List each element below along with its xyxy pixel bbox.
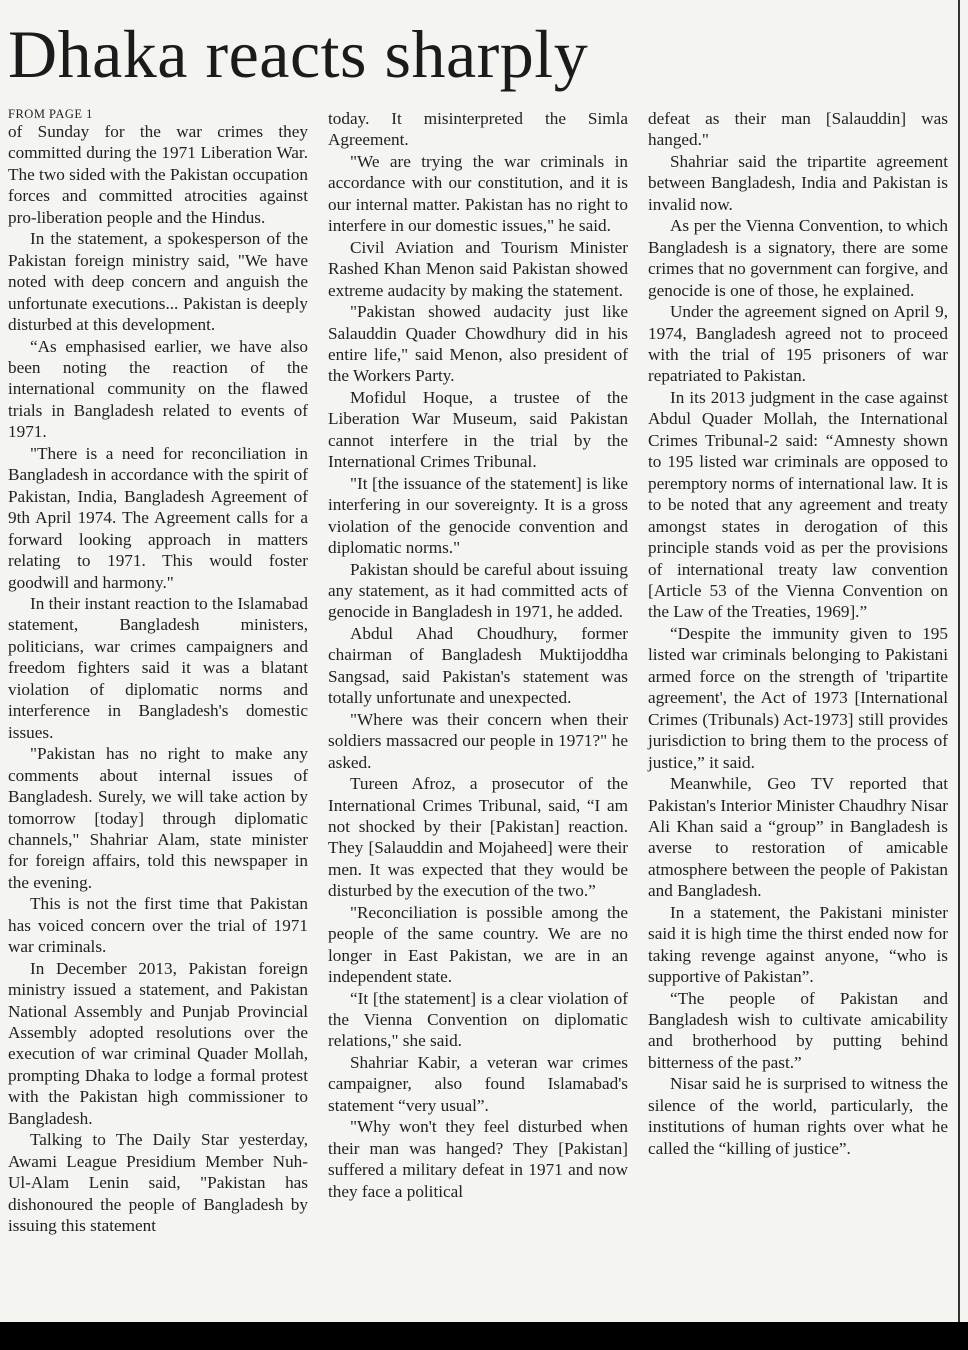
paragraph: In their instant reaction to the Islamabad statement, Bangladesh ministers, politicians, war crimes campaigners and freedom fighters said it was a blatant violation of diplomatic norms and interference in Bangladesh's domestic issues.: [8, 593, 308, 742]
paragraph: "There is a need for reconciliation in Bangladesh in accordance with the spirit of Pakistan, India, Bangladesh Agreement of 9th April 1974. The Agreement calls for a forward looking approach in matters relating to 1971. This would foster goodwill and harmony.": [8, 443, 308, 592]
paragraph: “The people of Pakistan and Bangladesh wish to cultivate amicability and brotherhood by putting behind bitterness of the past.”: [648, 988, 948, 1072]
headline: Dhaka reacts sharply: [8, 16, 589, 92]
paragraph: Mofidul Hoque, a trustee of the Liberation War Museum, said Pakistan cannot interfere in the trial by the International Crimes Tribunal.: [328, 387, 628, 472]
paragraph: today. It misinterpreted the Simla Agreement.: [328, 109, 628, 150]
paragraph: "We are trying the war criminals in accordance with our constitution, and it is our internal matter. Pakistan has no right to interfere in our domestic issues," he said.: [328, 151, 628, 236]
column-rule: [958, 0, 960, 1322]
article-column-1: [8, 108, 308, 1237]
paragraph: In its 2013 judgment in the case against Abdul Quader Mollah, the International Crimes Tribunal-2 said: “Amnesty shown to 195 listed war criminals are opposed to peremptory norms of international law. It is to be noted that any agreement and treaty amongst states in derogation of this principle stands void as per the provisions of international treaty law convention [Article 53 of the Vienna Convention on the Law of the Treaties, 1969].”: [648, 387, 948, 622]
paragraph: In a statement, the Pakistani minister said it is high time the thirst ended now for taking revenge against anyone, “who is supportive of Pakistan”.: [648, 902, 948, 987]
paragraph: “As emphasised earlier, we have also been noting the reaction of the international community on the flawed trials in Bangladesh related to events of 1971.: [8, 336, 308, 442]
article-column-3: [648, 108, 948, 1159]
bottom-border: [0, 1322, 968, 1350]
paragraph: "Where was their concern when their soldiers massacred our people in 1971?" he asked.: [328, 709, 628, 772]
paragraph: Talking to The Daily Star yesterday, Awami League Presidium Member Nuh-Ul-Alam Lenin said, "Pakistan has dishonoured the people of Bangladesh by issuing this statement: [8, 1130, 308, 1236]
paragraph: "Pakistan showed audacity just like Salauddin Quader Chowdhury did in his entire life," said Menon, also president of the Workers Party.: [328, 302, 628, 386]
paragraph: “Despite the immunity given to 195 listed war criminals belonging to Pakistani armed force on the strength of 'tripartite agreement', the Act of 1973 [International Crimes (Tribunals) Act-1973] still provides jurisdiction to bring them to the process of justice,” it said.: [648, 623, 948, 772]
paragraph: "Reconciliation is possible among the people of the same country. We are no longer in East Pakistan, we are in an independent state.: [328, 902, 628, 987]
paragraph: "Why won't they feel disturbed when their man was hanged? They [Pakistan] suffered a military defeat in 1971 and now they face a political: [328, 1117, 628, 1201]
paragraph: Nisar said he is surprised to witness the silence of the world, particularly, the institutions of human rights over what he called the “killing of justice”.: [648, 1074, 948, 1158]
paragraph: "Pakistan has no right to make any comments about internal issues of Bangladesh. Surely, we will take action by tomorrow [today] through diplomatic channels," Shahriar Alam, state minister for foreign affairs, told this newspaper in the evening.: [8, 744, 308, 892]
paragraph: Pakistan should be careful about issuing any statement, as it had committed acts of genocide in Bangladesh in 1971, he added.: [328, 559, 628, 622]
paragraph: Civil Aviation and Tourism Minister Rashed Khan Menon said Pakistan showed extreme audacity by making the statement.: [328, 237, 628, 300]
paragraph: of Sunday for the war crimes they committed during the 1971 Liberation War. The two sided with the Pakistan occupation forces and committed atrocities against pro-liberation people and the Hindus.: [8, 122, 308, 227]
paragraph: In December 2013, Pakistan foreign ministry issued a statement, and Pakistan National Assembly and Punjab Provincial Assembly adopted resolutions over the execution of war criminal Quader Mollah, prompting Dhaka to lodge a formal protest with the Pakistan high commissioner to Bangladesh.: [8, 958, 308, 1128]
paragraph: In the statement, a spokesperson of the Pakistan foreign ministry said, "We have noted with deep concern and anguish the unfortunate executions... Pakistan is deeply disturbed at this development.: [8, 229, 308, 335]
paragraph: Under the agreement signed on April 9, 1974, Bangladesh agreed not to proceed with the trial of 195 prisoners of war repatriated to Pakistan.: [648, 302, 948, 386]
article-column-2: [328, 108, 628, 1202]
paragraph: Tureen Afroz, a prosecutor of the International Crimes Tribunal, said, “I am not shocked by their [Pakistan] reaction. They [Salauddin and Mojaheed] were their men. It was expected that they would be disturbed by the execution of the two.”: [328, 774, 628, 901]
paragraph: Shahriar said the tripartite agreement between Bangladesh, India and Pakistan is invalid now.: [648, 151, 948, 214]
paragraph: Abdul Ahad Choudhury, former chairman of Bangladesh Muktijoddha Sangsad, said Pakistan's statement was totally unfortunate and unexpected.: [328, 623, 628, 708]
paragraph: defeat as their man [Salauddin] was hanged.": [648, 109, 948, 150]
paragraph: "It [the issuance of the statement] is like interfering in our sovereignty. It is a gross violation of the genocide convention and diplomatic norms.": [328, 473, 628, 558]
paragraph: “It [the statement] is a clear violation of the Vienna Convention on diplomatic relations," she said.: [328, 988, 628, 1051]
continued-kicker: FROM PAGE 1: [8, 107, 93, 121]
paragraph: This is not the first time that Pakistan has voiced concern over the trial of 1971 war criminals.: [8, 894, 308, 957]
paragraph: As per the Vienna Convention, to which Bangladesh is a signatory, there are some crimes that no government can forgive, and genocide is one of those, he explained.: [648, 216, 948, 300]
paragraph: Meanwhile, Geo TV reported that Pakistan's Interior Minister Chaudhry Nisar Ali Khan said a “group” in Bangladesh is averse to restoration of amicable atmosphere between the people of Pakistan and Bangladesh.: [648, 774, 949, 901]
paragraph: Shahriar Kabir, a veteran war crimes campaigner, also found Islamabad's statement “very usual”.: [328, 1052, 628, 1115]
